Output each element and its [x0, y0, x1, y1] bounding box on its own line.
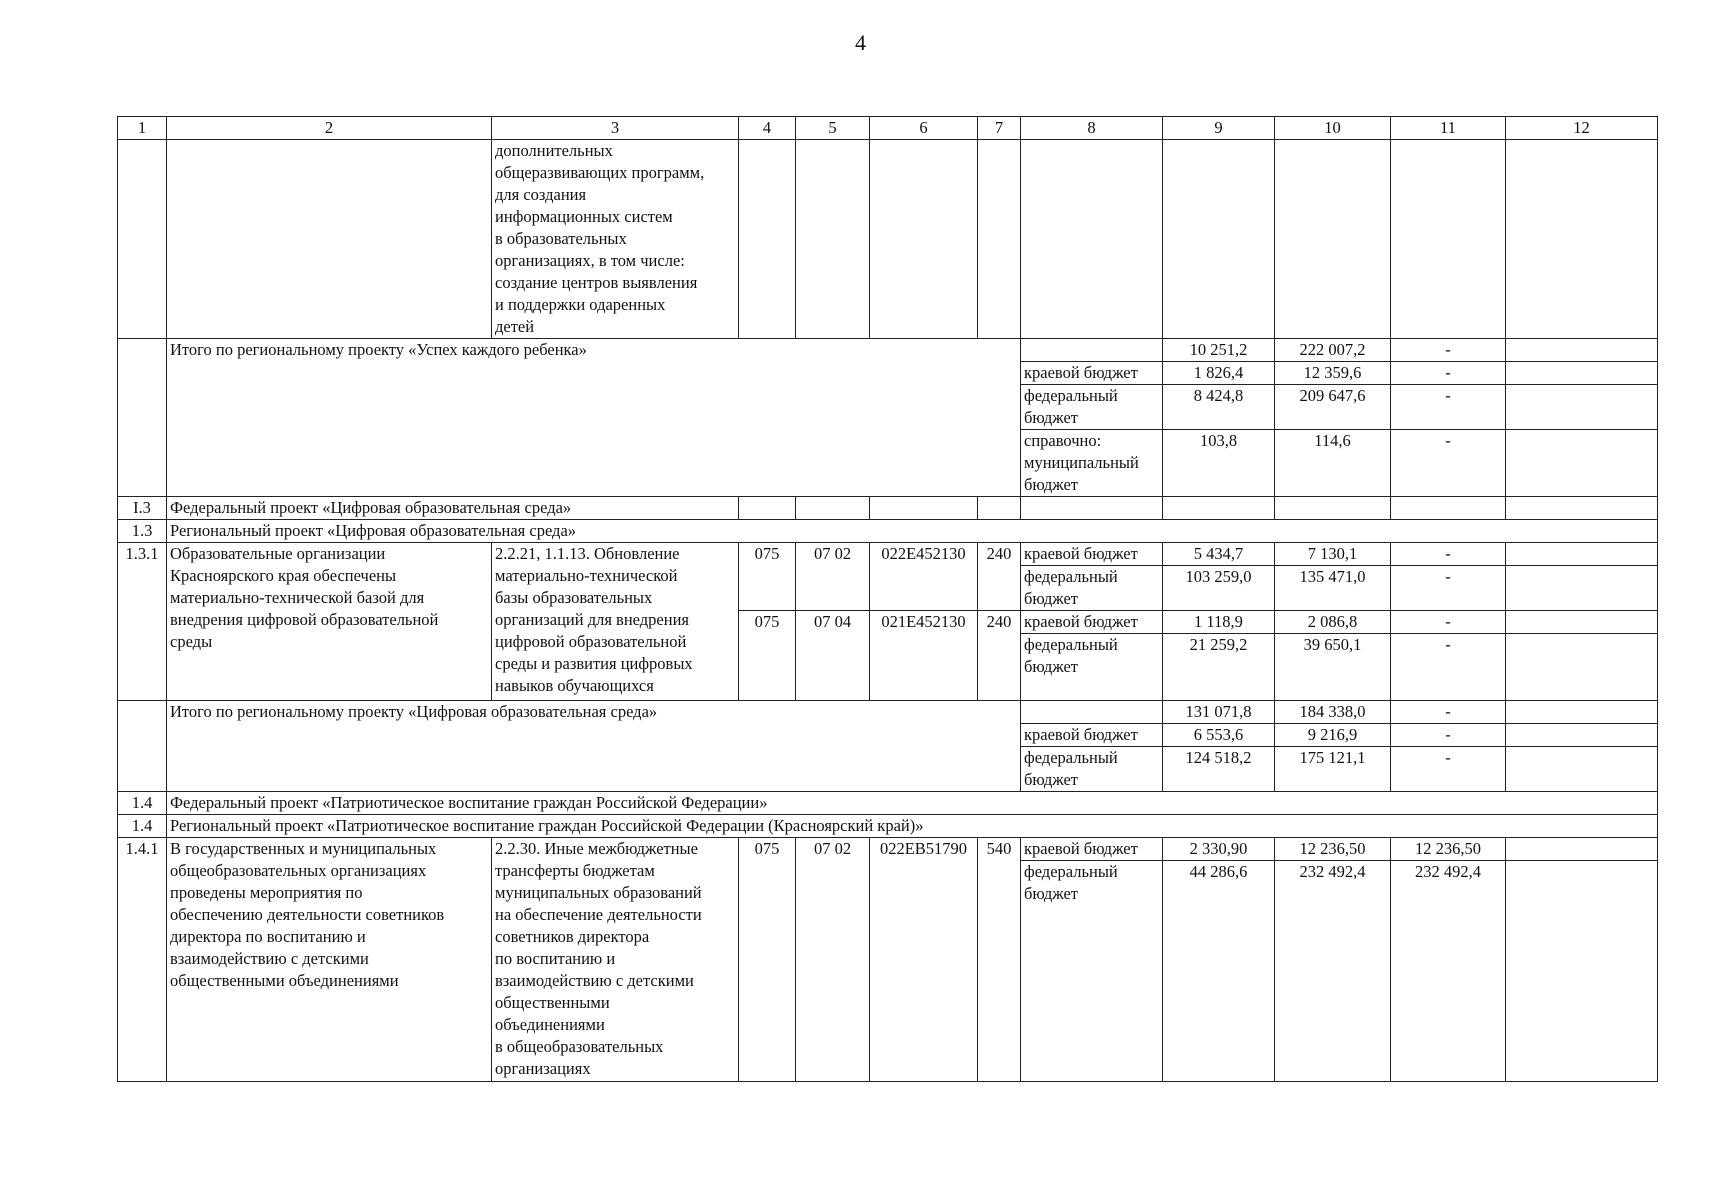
budget-source: федеральный бюджет — [1021, 747, 1163, 792]
table-row: краевой бюджет 1 826,4 12 359,6 - — [118, 362, 1658, 385]
budget-table — [117, 116, 1658, 1082]
section-title: Региональный проект «Цифровая образовательная среда» — [167, 520, 1658, 543]
budget-source: краевой бюджет — [1021, 362, 1163, 385]
measure-description: 2.2.21, 1.1.13. Обновление материально-технической базы образовательных организаций для внедрения цифровой образовательной среды и развития цифровых навыков обучающихся — [492, 543, 739, 701]
budget-source: краевой бюджет — [1021, 838, 1163, 861]
budget-source: краевой бюджет — [1021, 543, 1163, 566]
table-row: 1.3.1 Образовательные организации Красноярского края обеспечены материально-технической базой для внедрения цифровой образовательной среды 2.2.21, 1.1.13. Обновление материально-технической базы образовательных организаций для внедрения цифровой образовательной среды и развития цифровых навыков обучающихся 075 07 02 022E452130 240 краевой бюджет 5 434,7 7 130,1 - — [118, 543, 1658, 566]
budget-source: федеральный бюджет — [1021, 634, 1163, 701]
column-number: 1 — [118, 117, 167, 140]
table-row: Итого по региональному проекту «Цифровая образовательная среда» 131 071,8 184 338,0 - — [118, 701, 1658, 724]
measure-description: 2.2.30. Иные межбюджетные трансферты бюджетам муниципальных образований на обеспечение деятельности советников директора по воспитанию и взаимодействию с детскими общественными объединениями в общеобразовательных организациях — [492, 838, 739, 1082]
budget-source: федеральный бюджет — [1021, 861, 1163, 1082]
section-row — [118, 815, 1658, 838]
column-number: 6 — [870, 117, 978, 140]
table-row: федеральный бюджет 103 259,0 135 471,0 - — [118, 566, 1658, 611]
column-number: 5 — [796, 117, 870, 140]
table-row — [118, 140, 1658, 339]
column-number: 4 — [739, 117, 796, 140]
total-label: Итого по региональному проекту «Цифровая образовательная среда» — [167, 701, 1021, 792]
column-number: 3 — [492, 117, 739, 140]
section-row — [118, 520, 1658, 543]
table-row: 1.4.1 В государственных и муниципальных общеобразовательных организациях проведены мероприятия по обеспечению деятельности советников директора по воспитанию и взаимодействию с детскими общественными объединениями 2.2.30. Иные межбюджетные трансферты бюджетам муниципальных образований на обеспечение деятельности советников директора по воспитанию и взаимодействию с детскими общественными объединениями в общеобразовательных организациях 075 07 02 022EB51790 540 краевой бюджет 2 330,90 12 236,50 12 236,50 — [118, 838, 1658, 861]
item-number: 1.3.1 — [118, 543, 167, 701]
budget-source: краевой бюджет — [1021, 611, 1163, 634]
item-number: 1.4.1 — [118, 838, 167, 1082]
table-row: 075 07 04 021E452130 240 краевой бюджет 1 118,9 2 086,8 - — [118, 611, 1658, 634]
result-description: Образовательные организации Красноярского края обеспечены материально-технической базой для внедрения цифровой образовательной среды — [167, 543, 492, 701]
table-row: Итого по региональному проекту «Успех каждого ребенка» 10 251,2 222 007,2 - — [118, 339, 1658, 362]
result-description: В государственных и муниципальных общеобразовательных организациях проведены мероприятия по обеспечению деятельности советников директора по воспитанию и взаимодействию с детскими общественными объединениями — [167, 838, 492, 1082]
section-title: Федеральный проект «Патриотическое воспитание граждан Российской Федерации» — [167, 792, 1658, 815]
table-row: федеральный бюджет 21 259,2 39 650,1 - — [118, 634, 1658, 701]
section-number: I.3 — [118, 497, 167, 520]
table-row: федеральный бюджет 124 518,2 175 121,1 - — [118, 747, 1658, 792]
table-row: краевой бюджет 6 553,6 9 216,9 - — [118, 724, 1658, 747]
section-title: Федеральный проект «Цифровая образовательная среда» — [167, 497, 739, 520]
budget-source: федеральный бюджет — [1021, 385, 1163, 430]
column-number: 8 — [1021, 117, 1163, 140]
budget-source: краевой бюджет — [1021, 724, 1163, 747]
column-number: 9 — [1163, 117, 1275, 140]
section-number: 1.3 — [118, 520, 167, 543]
page-number: 4 — [855, 30, 866, 55]
column-number: 11 — [1391, 117, 1506, 140]
column-number-row — [118, 117, 1658, 140]
column-number: 2 — [167, 117, 492, 140]
column-number: 12 — [1506, 117, 1658, 140]
section-number: 1.4 — [118, 792, 167, 815]
section-number: 1.4 — [118, 815, 167, 838]
table-row: федеральный бюджет 44 286,6 232 492,4 232 492,4 — [118, 861, 1658, 1082]
column-number: 7 — [978, 117, 1021, 140]
section-row — [118, 792, 1658, 815]
table-row: справочно: муниципальный бюджет 103,8 114,6 - — [118, 430, 1658, 497]
total-label: Итого по региональному проекту «Успех каждого ребенка» — [167, 339, 1021, 497]
measure-description: дополнительных общеразвивающих программ, для создания информационных систем в образовательных организациях, в том числе: создание центров выявления и поддержки одаренных детей — [492, 140, 739, 339]
table-row: федеральный бюджет 8 424,8 209 647,6 - — [118, 385, 1658, 430]
section-row — [118, 497, 1658, 520]
budget-source: федеральный бюджет — [1021, 566, 1163, 611]
column-number: 10 — [1275, 117, 1391, 140]
section-title: Региональный проект «Патриотическое воспитание граждан Российской Федерации (Красноярский край)» — [167, 815, 1658, 838]
budget-source: справочно: муниципальный бюджет — [1021, 430, 1163, 497]
